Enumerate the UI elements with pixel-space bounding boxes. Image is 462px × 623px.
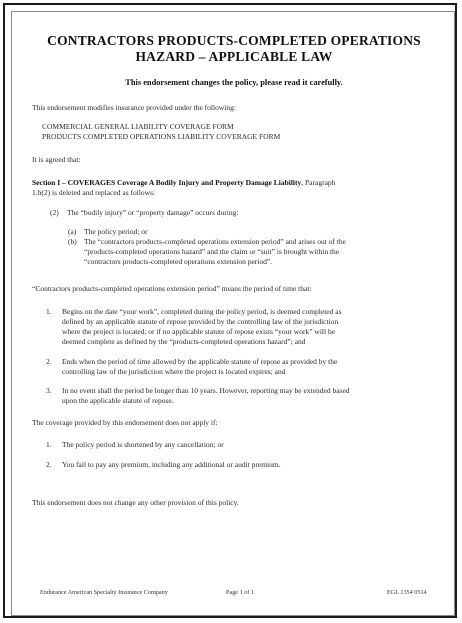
exclusion-intro: The coverage provided by this endorsement does not apply if:	[32, 418, 218, 427]
exclusion-item-2-text: You fail to pay any premium, including any additional or audit premium.	[62, 460, 281, 469]
section-heading	[32, 178, 335, 188]
item-2-text: The “bodily injury” or “property damage” occurs during:	[67, 208, 239, 217]
sub-b-line-2: “products-completed operations hazard” and the claim or “suit” is brought within the	[84, 247, 340, 256]
footer-form-number: EGL 1354 0514	[387, 589, 427, 596]
page-title-line-1: CONTRACTORS PRODUCTS-COMPLETED OPERATIONS	[47, 33, 421, 48]
sub-a-label: (a)	[68, 227, 77, 236]
page-title-line-2: HAZARD – APPLICABLE LAW	[135, 49, 333, 64]
section-rest: , Paragraph	[301, 178, 336, 187]
period-item-3-line-1: In no event shall the period be longer than 10 years. However, reporting may be extended based	[62, 386, 350, 395]
endorsement-notice: This endorsement changes the policy, please read it carefully.	[125, 78, 343, 87]
closing-text: This endorsement does not change any other provision of this policy.	[32, 498, 239, 507]
sub-b-line-1: The “contractors products-completed operations extension period” and arises out of the	[84, 237, 346, 246]
period-item-2-number: 2.	[46, 357, 52, 366]
period-item-3-number: 3.	[46, 386, 52, 395]
sub-b-line-3: “contractors products-completed operations extension period”.	[84, 257, 273, 266]
sub-b-label: (b)	[68, 237, 77, 246]
exclusion-item-2-number: 2.	[46, 460, 52, 469]
footer-page-number: Page 1 of 1	[226, 589, 255, 596]
document-page	[11, 11, 455, 616]
item-2-number: (2)	[50, 208, 59, 217]
period-item-1-number: 1.	[46, 307, 52, 316]
coverage-form-2: PRODUCTS COMPLETED OPERATIONS LIABILITY COVERAGE FORM	[42, 132, 281, 141]
document-frame	[3, 3, 457, 618]
period-item-1-line-3: where the project is located, or if no applicable statute of repose exists “your work” will be	[62, 327, 336, 336]
coverage-form-1: COMMERCIAL GENERAL LIABILITY COVERAGE FORM	[42, 122, 234, 131]
section-bold-lead: Section I – COVERAGES Coverage A Bodily Injury and Property Damage Liability	[32, 178, 302, 187]
period-item-3-line-2: upon the applicable statute of repose.	[62, 396, 174, 405]
period-item-2-line-2: controlling law of the jurisdiction where the project is located expires; and	[62, 367, 286, 376]
sub-a-text: The policy period; or	[84, 227, 148, 236]
period-item-1-line-4: deemed complete as defined by the “products-completed operations hazard”; and	[62, 337, 306, 346]
definition-text: “Contractors products-completed operations extension period” means the period of time that:	[32, 284, 312, 293]
intro-text: This endorsement modifies insurance provided under the following:	[32, 103, 236, 112]
period-item-2-line-1: Ends when the period of time allowed by the applicable statute of repose as provided by the	[62, 357, 338, 366]
section-line-2: 1.b(2) is deleted and replaced as follows:	[32, 188, 156, 197]
exclusion-item-1-number: 1.	[46, 440, 52, 449]
period-item-1-line-1: Begins on the date “your work”, completed during the policy period, is deemed completed as	[62, 307, 342, 316]
period-item-1-line-2: defined by an applicable statute of repose provided by the controlling law of the jurisdiction	[62, 317, 339, 326]
agreed-text: It is agreed that:	[32, 155, 81, 164]
footer-company: Endurance American Specialty Insurance Company	[40, 589, 168, 596]
exclusion-item-1-text: The policy period is shortened by any cancellation; or	[62, 440, 224, 449]
